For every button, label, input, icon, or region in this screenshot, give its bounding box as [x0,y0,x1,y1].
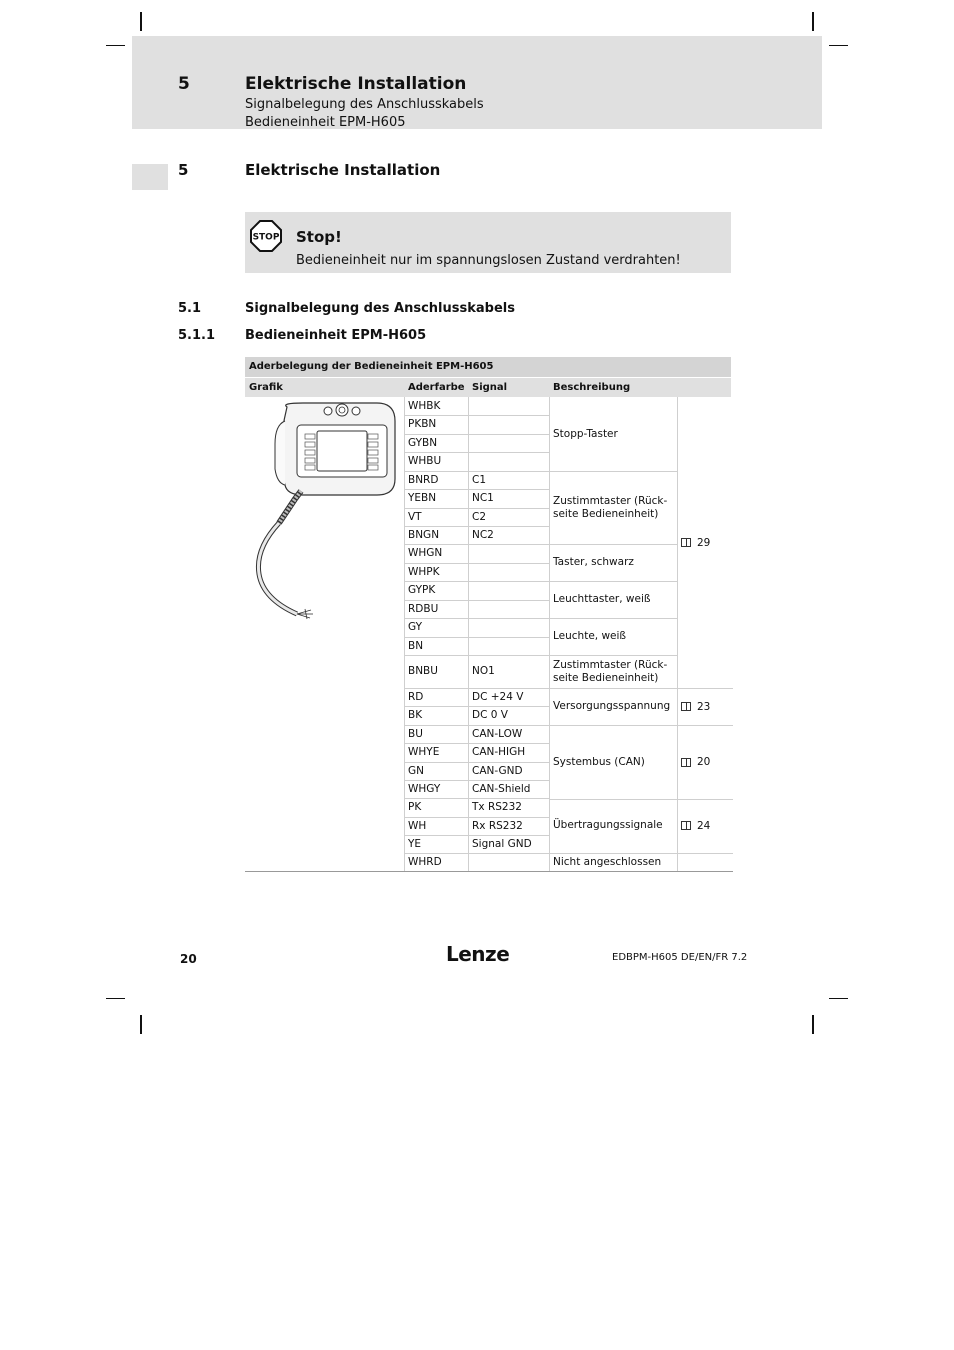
signal-cell: NC2 [472,529,494,541]
header-signal: Signal [472,382,508,393]
signal-cell: NC1 [472,492,494,504]
wire-color-cell: WHPK [408,566,440,578]
page-reference [681,798,710,853]
wire-color-cell: WHGY [408,783,441,795]
header-grafik: Grafik [249,382,283,393]
section-title: Elektrische Installation [245,161,441,179]
header-beschreibung: Beschreibung [553,382,631,393]
table-header-row [245,378,731,397]
table-bottom-border [245,871,733,872]
wire-color-cell: GYBN [408,437,438,449]
wire-color-cell: BNBU [408,665,438,677]
header-subtitle-1: Signalbelegung des Anschlusskabels [245,97,484,112]
column-divider [468,397,469,871]
page-reference [681,725,710,799]
signal-cell: Rx RS232 [472,820,523,832]
wire-color-cell: YE [408,838,422,850]
book-icon [681,702,691,711]
book-icon [681,821,691,830]
wire-color-cell: RD [408,691,424,703]
stop-heading: Stop! [296,228,342,246]
description-cell: Zustimmtaster (Rück-seite Bedieneinheit) [553,494,668,520]
description-cell: Stopp-Taster [553,427,618,440]
table-caption: Aderbelegung der Bedieneinheit EPM-H605 [245,357,731,377]
signal-cell: DC 0 V [472,709,508,721]
lenze-logo: Lenze [446,942,510,966]
wire-color-cell: PK [408,801,422,813]
wire-color-cell: BN [408,640,424,652]
document-id: EDBPM-H605 DE/EN/FR 7.2 [612,952,748,963]
subsection-number: 5.1 [178,301,202,316]
signal-cell: C2 [472,511,487,523]
wire-color-cell: WHYE [408,746,440,758]
column-divider [404,397,405,871]
crop-mark [106,998,125,999]
wire-color-cell: WHRD [408,856,442,868]
reference-divider [678,853,733,854]
wire-color-cell: BNGN [408,529,440,541]
crop-mark [140,1015,142,1034]
description-cell: Versorgungsspannung [553,700,671,712]
crop-mark [829,45,848,46]
description-cell: Zustimmtaster (Rück-seite Bedieneinheit) [553,658,668,684]
signal-cell: NO1 [472,665,495,677]
device-graphic [245,399,403,621]
page-header-band [132,36,822,129]
description-cell: Leuchttaster, weiß [553,593,651,605]
signal-cell: DC +24 V [472,691,524,703]
signal-cell: Signal GND [472,838,532,850]
crop-mark [106,45,125,46]
wire-color-cell: BK [408,709,423,721]
description-cell: Systembus (CAN) [553,755,645,768]
stop-warning-box [245,212,731,273]
wire-color-cell: BU [408,728,423,740]
crop-mark [812,12,814,31]
crop-mark [812,1015,814,1034]
description-cell: Nicht angeschlossen [553,855,662,868]
wire-color-cell: BNRD [408,474,439,486]
wire-color-cell: PKBN [408,418,437,430]
wire-color-cell: GYPK [408,584,436,596]
wire-color-cell: WHGN [408,547,443,559]
description-cell: Taster, schwarz [553,556,634,568]
wiring-table [245,357,733,871]
wire-color-cell: RDBU [408,603,439,615]
reference-page-number: 29 [697,536,711,549]
signal-cell: CAN-LOW [472,728,523,740]
page-reference [681,397,710,688]
reference-page-number: 24 [697,819,711,832]
header-subtitle-2: Bedieneinheit EPM-H605 [245,115,406,130]
description-cell: Leuchte, weiß [553,630,627,642]
book-icon [681,538,691,547]
chapter-title: Elektrische Installation [245,74,467,94]
wire-color-cell: YEBN [408,492,437,504]
page-reference [681,688,710,725]
wire-color-cell: WHBU [408,455,442,467]
description-cell: Übertragungssignale [553,819,663,831]
section-number: 5 [178,161,189,179]
signal-cell: CAN-HIGH [472,746,526,758]
wire-color-cell: GN [408,765,424,777]
crop-mark [140,12,142,31]
stop-text: Bedieneinheit nur im spannungslosen Zustand verdrahten! [296,253,681,268]
signal-cell: CAN-GND [472,765,523,777]
signal-cell: CAN-Shield [472,783,531,795]
subsection-title: Signalbelegung des Anschlusskabels [245,301,515,316]
stop-sign-icon [250,220,282,252]
header-aderfarbe: Aderfarbe [408,382,465,393]
page-number: 20 [180,952,197,966]
wire-color-cell: GY [408,621,423,633]
stop-sign-label: STOP [252,232,280,243]
wire-color-cell: WH [408,820,427,832]
section-marker [132,164,168,190]
subsubsection-number: 5.1.1 [178,328,216,343]
wire-color-cell: VT [408,511,422,523]
table-row-divider [405,618,549,619]
chapter-number: 5 [178,74,190,94]
signal-cell: Tx RS232 [472,801,522,813]
subsubsection-title: Bedieneinheit EPM-H605 [245,328,427,343]
crop-mark [829,998,848,999]
reference-page-number: 20 [697,756,711,768]
wire-color-cell: WHBK [408,400,441,412]
book-icon [681,758,691,767]
table-row-divider [405,637,549,638]
reference-page-number: 23 [697,700,711,713]
signal-cell: C1 [472,474,487,486]
